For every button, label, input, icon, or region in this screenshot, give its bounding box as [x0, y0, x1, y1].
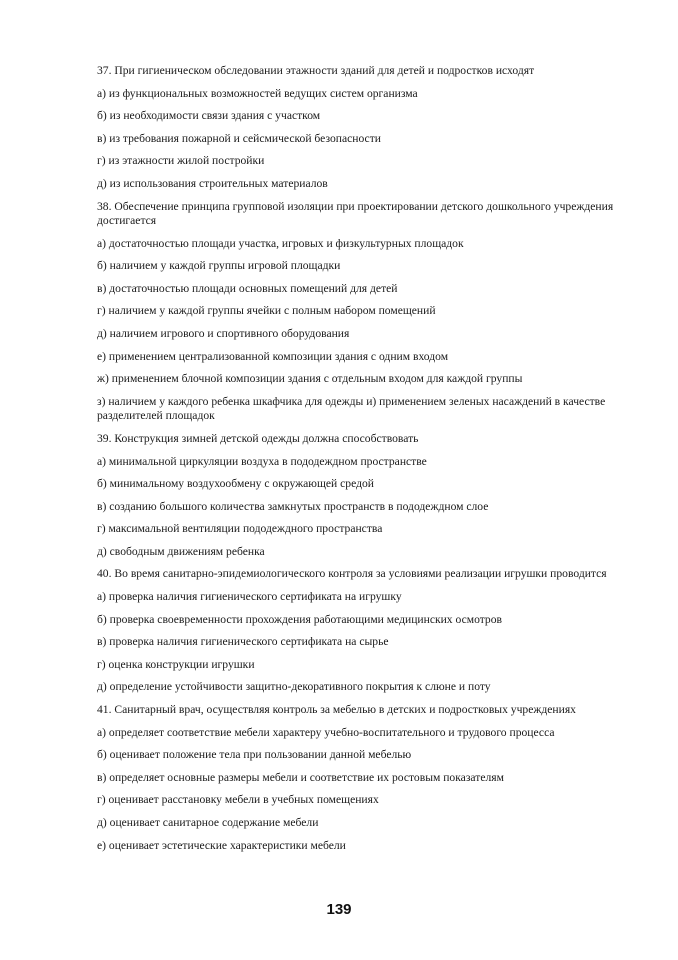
question-text: 40. Во время санитарно-эпидемиологического контроля за условиями реализации игрушки проводится: [97, 567, 607, 581]
answer-option: е) применением централизованной композиции здания с одним входом: [97, 349, 449, 363]
answer-option: а) из функциональных возможностей ведущих систем организма: [97, 86, 418, 100]
answer-option: з) наличием у каждого ребенка шкафчика для одежды и) применением зеленых насаждений в качестве разделителей площадок: [97, 394, 606, 423]
answer-option: г) оценивает расстановку мебели в учебных помещениях: [97, 793, 379, 807]
answer-option: б) минимальному воздухообмену с окружающей средой: [97, 477, 374, 491]
answer-option: а) минимальной циркуляции воздуха в пододеждном пространстве: [97, 454, 427, 468]
answer-option: в) созданию большого количества замкнутых пространств в пододеждном слое: [97, 499, 489, 513]
question-text: 41. Санитарный врач, осуществляя контроль за мебелью в детских и подростковых учреждениях: [97, 703, 576, 717]
answer-option: а) определяет соответствие мебели характеру учебно-воспитательного и трудового процесса: [97, 725, 555, 739]
answer-option: в) проверка наличия гигиенического сертификата на сырье: [97, 635, 389, 649]
answer-option: г) оценка конструкции игрушки: [97, 657, 255, 671]
page-number: 139: [326, 901, 352, 918]
answer-option: г) максимальной вентиляции пододеждного пространства: [97, 522, 383, 536]
answer-option: д) свободным движениям ребенка: [97, 544, 265, 558]
question-text: 39. Конструкция зимней детской одежды должна способствовать: [97, 431, 419, 445]
answer-option: г) наличием у каждой группы ячейки с полным набором помещений: [97, 304, 436, 318]
answer-option: д) из использования строительных материалов: [97, 176, 328, 190]
answer-option: г) из этажности жилой постройки: [97, 154, 265, 168]
answer-option: а) проверка наличия гигиенического сертификата на игрушку: [97, 590, 402, 604]
question-text: 37. При гигиеническом обследовании этажности зданий для детей и подростков исходят: [97, 64, 535, 77]
answer-option: б) оценивает положение тела при пользовании данной мебелью: [97, 748, 412, 762]
answer-option: д) определение устойчивости защитно-декоративного покрытия к слюне и поту: [97, 680, 491, 694]
answer-option: б) наличием у каждой группы игровой площадки: [97, 259, 341, 273]
answer-option: б) из необходимости связи здания с участком: [97, 109, 321, 123]
question-list: [97, 64, 642, 861]
answer-option: ж) применением блочной композиции здания с отдельным входом для каждой группы: [97, 372, 523, 386]
answer-option: в) определяет основные размеры мебели и соответствие их ростовым показателям: [97, 770, 504, 784]
question-text: 38. Обеспечение принципа групповой изоляции при проектировании детского дошкольного учреждения достигается: [97, 199, 614, 228]
answer-option: в) из требования пожарной и сейсмической безопасности: [97, 131, 381, 145]
answer-option: а) достаточностью площади участка, игровых и физкультурных площадок: [97, 236, 464, 250]
answer-option: д) наличием игрового и спортивного оборудования: [97, 327, 350, 341]
answer-option: д) оценивает санитарное содержание мебели: [97, 816, 319, 829]
answer-option: в) достаточностью площади основных помещений для детей: [97, 281, 398, 295]
answer-option: б) проверка своевременности прохождения работающими медицинских осмотров: [97, 612, 502, 626]
answer-option: е) оценивает эстетические характеристики мебели: [97, 838, 346, 852]
